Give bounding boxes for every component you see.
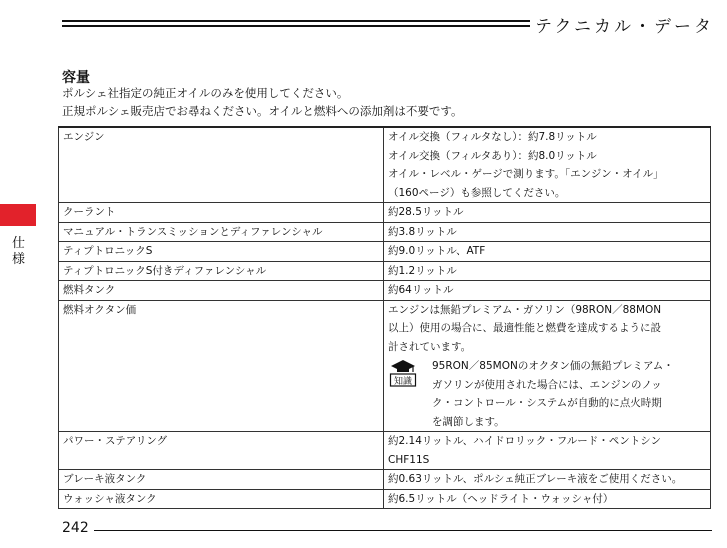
spec-value-line: （160ページ）も参照してください。 <box>388 186 566 199</box>
spec-value-line: オイル・レベル・ゲージで測ります。「エンジン・オイル」 <box>388 168 664 180</box>
footer-rule <box>94 530 712 531</box>
graduation-cap-icon <box>388 357 432 396</box>
spec-value-line: 約1.2リットル <box>388 264 457 277</box>
spec-label: クーラント <box>59 203 384 223</box>
spec-label: ティプトロニックS付きディファレンシャル <box>59 261 384 281</box>
spec-value-line: 約0.63リットル、ポルシェ純正ブレーキ液をご使用ください。 <box>388 473 683 485</box>
table-row <box>59 222 711 242</box>
spec-value-line: オイル交換（フィルタあり）：約8.0リットル <box>388 149 597 162</box>
table-row <box>59 203 711 223</box>
spec-value <box>384 127 711 203</box>
table-row <box>59 242 711 262</box>
spec-label: 燃料オクタン価 <box>59 300 384 432</box>
spec-value <box>384 281 711 301</box>
note-line: を調節します。 <box>432 415 505 428</box>
spec-value-line: エンジンは無鉛プレミアム・ガソリン（98RON／88MON <box>388 303 662 316</box>
intro-line: ポルシェ社指定の純正オイルのみを使用してください。 <box>62 86 349 100</box>
table-row <box>59 300 711 432</box>
spec-label: ウォッシャ液タンク <box>59 489 384 509</box>
table-row <box>59 127 711 203</box>
spec-value <box>384 432 711 470</box>
side-tab-marker <box>0 204 36 226</box>
page-number: 242 <box>62 520 89 536</box>
spec-value-line: 約2.14リットル、ハイドロリック・フルード・ペントシン <box>388 435 662 447</box>
spec-label: パワー・ステアリング <box>59 432 384 470</box>
spec-value <box>384 203 711 223</box>
spec-label: 燃料タンク <box>59 281 384 301</box>
spec-value <box>384 242 711 262</box>
spec-value-line: 計されています。 <box>388 340 472 353</box>
spec-value-line: 以上）使用の場合に、最適性能と燃費を達成するように設 <box>388 322 661 334</box>
spec-value-line: 約9.0リットル、ATF <box>388 245 486 257</box>
page-header-title: テクニカル・データ <box>535 17 714 37</box>
table-row <box>59 470 711 490</box>
spec-value <box>384 470 711 490</box>
side-chapter-label: 仕様 <box>12 236 26 267</box>
intro-line: 正規ポルシェ販売店でお尋ねください。オイルと燃料への添加剤は不要です。 <box>62 104 463 118</box>
note-text <box>432 357 674 431</box>
spec-value <box>384 300 711 432</box>
spec-value-line: 約64リットル <box>388 284 454 296</box>
table-row <box>59 432 711 470</box>
spec-value-line: 約28.5リットル <box>388 206 464 218</box>
note-line: ガソリンが使用された場合には、エンジンのノッ <box>432 378 662 391</box>
spec-value <box>384 222 711 242</box>
spec-label: エンジン <box>59 127 384 203</box>
note-line: ク・コントロール・システムが自動的に点火時期 <box>432 397 662 409</box>
spec-value <box>384 261 711 281</box>
table-row <box>59 489 711 509</box>
spec-label: ブレーキ液タンク <box>59 470 384 490</box>
capacity-table <box>58 126 711 509</box>
spec-value-line: 約3.8リットル <box>388 225 457 238</box>
spec-value-line: 約6.5リットル（ヘッドライト・ウォッシャ付） <box>388 492 614 505</box>
spec-value-line: CHF11S <box>388 453 430 466</box>
note-icon-label: 知識 <box>393 377 413 387</box>
intro-text <box>62 84 462 120</box>
spec-value-line: オイル交換（フィルタなし）：約7.8リットル <box>388 131 597 143</box>
table-row <box>59 261 711 281</box>
table-row <box>59 281 711 301</box>
section-title: 容量 <box>62 70 90 86</box>
spec-label: マニュアル・トランスミッションとディファレンシャル <box>59 222 384 242</box>
note-line: 95RON／85MONのオクタン価の無鉛プレミアム・ <box>432 360 674 372</box>
knowledge-note <box>388 357 706 431</box>
header-rule <box>62 20 530 30</box>
spec-value <box>384 489 711 509</box>
spec-label: ティプトロニックS <box>59 242 384 262</box>
